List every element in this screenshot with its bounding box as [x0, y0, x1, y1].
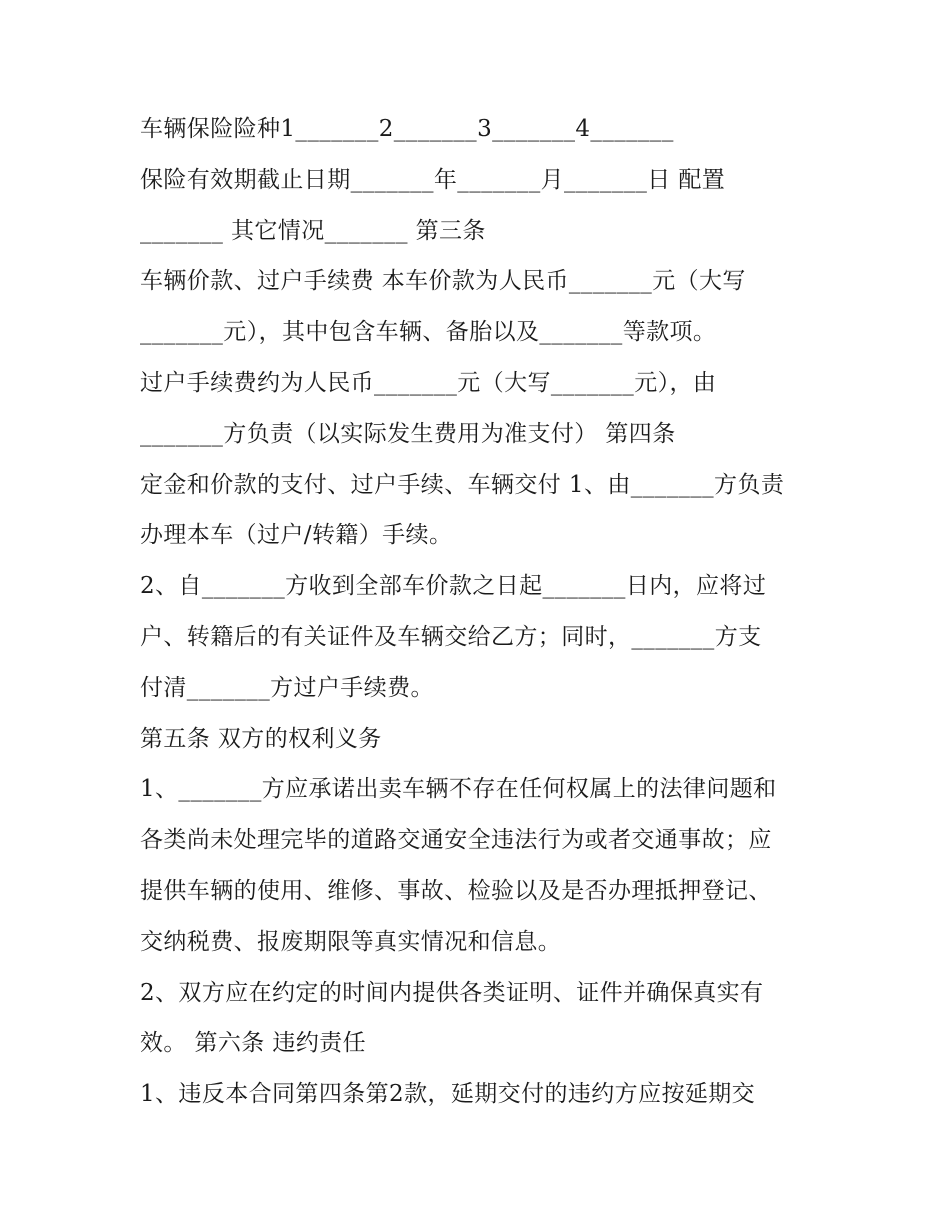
text-line: 车辆保险险种1_______2_______3_______4_______: [140, 116, 674, 142]
text-line: 定金和价款的支付、过户手续、车辆交付 1、由_______方负责: [140, 471, 785, 498]
text-line: 1、_______方应承诺出卖车辆不存在任何权属上的法律问题和: [140, 776, 777, 803]
text-line: 付清_______方过户手续费。: [140, 674, 434, 701]
text-line: 保险有效期截止日期_______年_______月_______日 配置: [140, 166, 726, 193]
text-line: 交纳税费、报废期限等真实情况和信息。: [140, 928, 562, 955]
text-line: 车辆价款、过户手续费 本车价款为人民币_______元（大写: [140, 268, 746, 295]
text-line: _______ 其它情况_______ 第三条: [140, 217, 486, 244]
text-line: 2、自_______方收到全部车价款之日起_______日内，应将过: [140, 573, 767, 600]
text-line: 1、违反本合同第四条第2款，延期交付的违约方应按延期交: [140, 1081, 756, 1108]
text-line: _______方负责（以实际发生费用为准支付） 第四条: [140, 420, 676, 447]
text-line: 2、双方应在约定的时间内提供各类证明、证件并确保真实有: [140, 979, 764, 1006]
text-line: 户、转籍后的有关证件及车辆交给乙方；同时，_______方支: [140, 623, 762, 650]
document-body: [140, 104, 830, 1120]
section-heading: 第五条 双方的权利义务: [140, 725, 382, 752]
text-line: 各类尚未处理完毕的道路交通安全违法行为或者交通事故；应: [140, 827, 772, 854]
text-line: 过户手续费约为人民币_______元（大写_______元），由: [140, 369, 717, 396]
text-line: 效。 第六条 违约责任: [140, 1030, 367, 1057]
text-line: 办理本车（过户/转籍）手续。: [140, 522, 453, 549]
text-line: _______元），其中包含车辆、备胎以及_______等款项。: [140, 319, 717, 346]
text-line: 提供车辆的使用、维修、事故、检验以及是否办理抵押登记、: [140, 877, 772, 904]
